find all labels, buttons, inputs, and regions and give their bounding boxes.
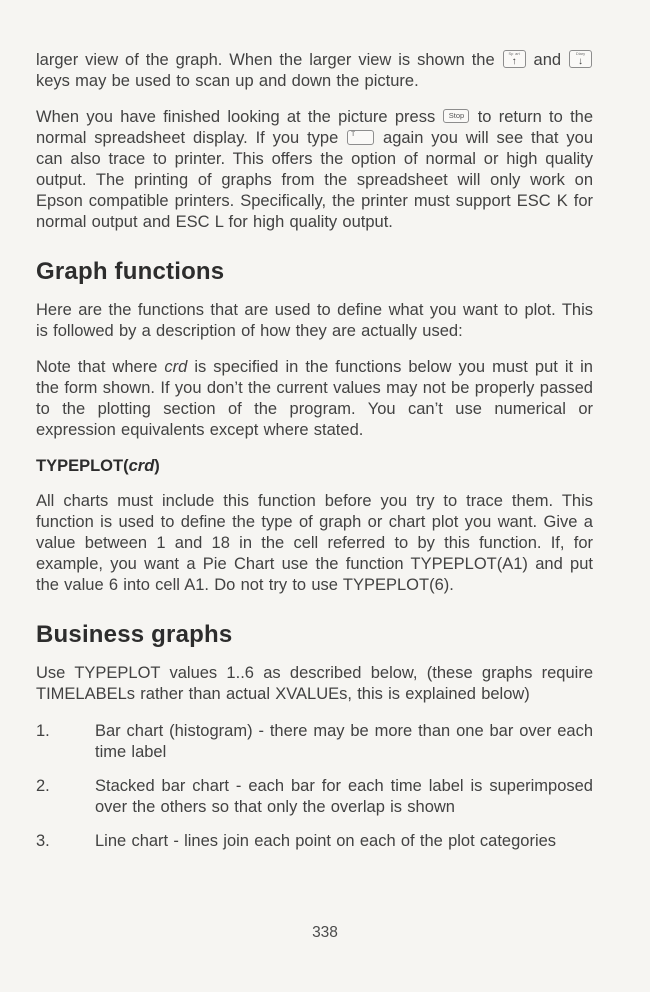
- list-item-text: Line chart - lines join each point on each of the plot categories: [95, 832, 557, 851]
- key-up-small-label: Sp art: [508, 52, 520, 57]
- numbered-list: [36, 721, 593, 852]
- paragraph-typeplot-description: All charts must include this function before you try to trace them. This function is used to define the type of graph or chart plot you want. Give a value between 1 and 18 in the cell referred to by this function. If, for example, you want a Pie Chart use the function TYPEPLOT(A1) and put the value 6 into cell A1. Do not try to use TYPEPLOT(6).: [36, 492, 593, 595]
- typeplot-arg-italic: crd: [128, 457, 155, 476]
- crd-italic: crd: [164, 358, 188, 377]
- list-item-number: 3.: [36, 832, 50, 851]
- typeplot-close-paren: ): [154, 457, 160, 476]
- text-run: is specified in the functions below you must put it in the form shown. If you don’t the current values may not be properly passed to the plotting section of the program. You can’t use numerical or expression equivalents except where stated.: [36, 358, 593, 440]
- paragraph-intro-1: [36, 50, 593, 92]
- list-item: [36, 776, 593, 818]
- up-arrow-glyph: ↑: [511, 56, 517, 68]
- subheading-typeplot: [36, 456, 593, 476]
- key-down-icon: [569, 50, 592, 68]
- typeplot-name: TYPEPLOT(: [36, 457, 129, 476]
- heading-graph-functions: Graph functions: [36, 258, 225, 286]
- paragraph-crd-note: [36, 357, 593, 441]
- list-item-number: 1.: [36, 722, 50, 741]
- text-run: Note that where: [36, 358, 158, 377]
- text-run: and: [533, 51, 562, 69]
- text-run: to return to the normal spreadsheet display. If you type: [36, 108, 594, 148]
- list-item: [36, 721, 593, 763]
- list-item-number: 2.: [36, 777, 50, 796]
- down-arrow-glyph: ↓: [578, 56, 584, 68]
- text-run: again you will see that you can also trace to printer. This offers the option of normal or high quality output. The printing of graphs from the spreadsheet will only work on Epson compatible printers. Specifically, the printer must support ESC K for normal output and ESC L for high quality output.: [36, 129, 593, 232]
- paragraph-intro-2: [36, 107, 593, 233]
- key-t-label: T: [351, 130, 356, 138]
- list-item-text: Stacked bar chart - each bar for each time label is superimposed over the others so that only the overlap is shown: [95, 777, 593, 817]
- heading-business-graphs: Business graphs: [36, 621, 233, 649]
- text-run: When you have finished looking at the picture press: [36, 108, 436, 127]
- key-stop-icon: Stop: [443, 109, 469, 123]
- key-t-icon: [347, 130, 374, 145]
- text-run: keys may be used to scan up and down the picture.: [36, 72, 419, 91]
- page-number: 338: [312, 924, 338, 941]
- paragraph-graph-functions-intro: Here are the functions that are used to define what you want to plot. This is followed by a description of how they are actually used:: [36, 301, 593, 341]
- paragraph-business-graphs-intro: Use TYPEPLOT values 1..6 as described below, (these graphs require TIMELABELs rather than actual XVALUEs, this is explained below): [36, 664, 593, 704]
- list-item: [36, 831, 593, 852]
- key-down-small-label: Diary: [575, 52, 586, 57]
- key-up-icon: [503, 50, 526, 68]
- text-run: larger view of the graph. When the larger view is shown the: [36, 51, 495, 69]
- list-item-text: Bar chart (histogram) - there may be more than one bar over each time label: [95, 722, 593, 762]
